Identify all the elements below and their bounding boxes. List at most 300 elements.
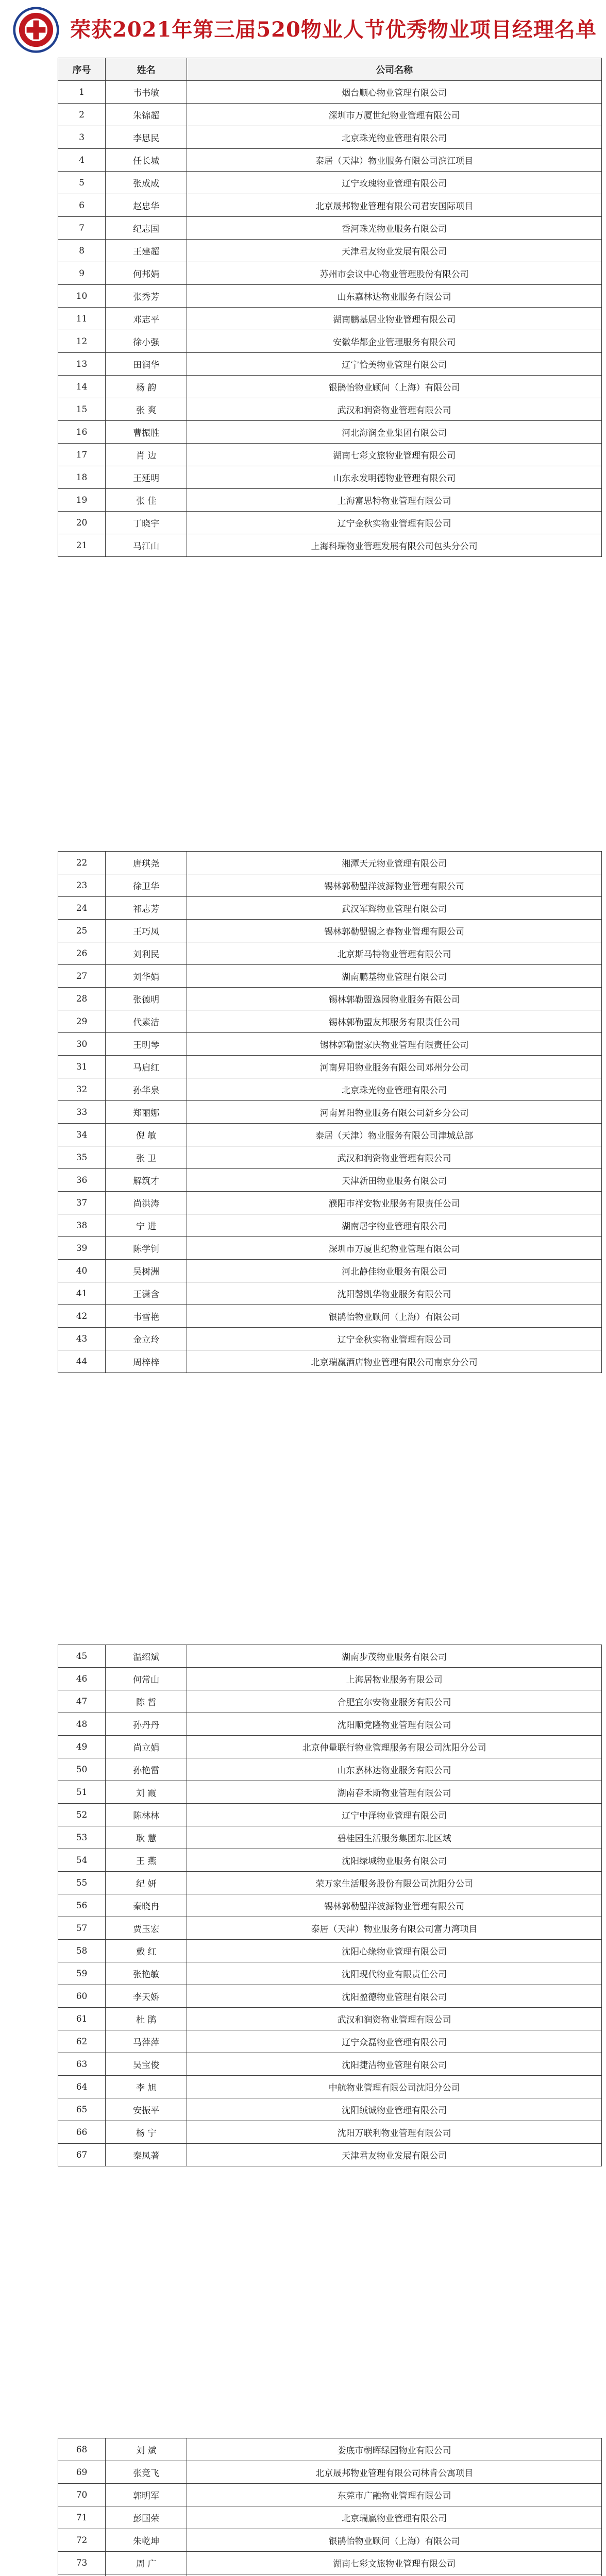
row-number: 9 bbox=[58, 262, 106, 285]
company-name: 武汉和润资物业管理有限公司 bbox=[187, 398, 602, 421]
company-name: 辽宁金秋实物业管理有限公司 bbox=[187, 512, 602, 534]
row-number: 27 bbox=[58, 965, 106, 988]
company-name: 锡林郭勒盟逸园物业服务有限公司 bbox=[187, 988, 602, 1010]
table-row bbox=[58, 1894, 602, 1917]
manager-name: 张 卫 bbox=[106, 1146, 187, 1169]
table-row bbox=[58, 376, 602, 398]
row-number: 62 bbox=[58, 2030, 106, 2053]
row-number: 30 bbox=[58, 1033, 106, 1056]
row-number: 31 bbox=[58, 1056, 106, 1078]
manager-name: 朱乾坤 bbox=[106, 2529, 187, 2552]
company-name: 山东嘉林达物业服务有限公司 bbox=[187, 1758, 602, 1781]
row-number: 15 bbox=[58, 398, 106, 421]
company-name: 武汉和润资物业管理有限公司 bbox=[187, 2008, 602, 2030]
company-name: 湖南七彩文旅物业管理有限公司 bbox=[187, 2552, 602, 2574]
manager-name: 刘 霞 bbox=[106, 1781, 187, 1804]
company-name: 湖南鹏基物业管理有限公司 bbox=[187, 965, 602, 988]
manager-name: 李 旭 bbox=[106, 2076, 187, 2098]
table-row bbox=[58, 1826, 602, 1849]
company-name: 天津君友物业发展有限公司 bbox=[187, 240, 602, 262]
row-number: 40 bbox=[58, 1260, 106, 1282]
manager-name: 安振平 bbox=[106, 2098, 187, 2121]
row-number: 4 bbox=[58, 149, 106, 172]
manager-name: 宁 进 bbox=[106, 1214, 187, 1237]
row-number: 57 bbox=[58, 1917, 106, 1940]
manager-name: 李天娇 bbox=[106, 1985, 187, 2008]
company-name: 东莞市广融物业管理有限公司 bbox=[187, 2484, 602, 2506]
company-name: 北京珠光物业管理有限公司 bbox=[187, 1078, 602, 1101]
table-row bbox=[58, 1758, 602, 1781]
table-row bbox=[58, 2461, 602, 2484]
table-row bbox=[58, 965, 602, 988]
table-row bbox=[58, 1078, 602, 1101]
company-name: 濮阳市祥安物业服务有限责任公司 bbox=[187, 1192, 602, 1214]
row-number: 46 bbox=[58, 1668, 106, 1690]
column-header-name: 姓名 bbox=[106, 58, 187, 81]
table-row bbox=[58, 330, 602, 353]
manager-name: 纪 妍 bbox=[106, 1872, 187, 1894]
row-number: 28 bbox=[58, 988, 106, 1010]
company-name: 沈阳现代物业有限责任公司 bbox=[187, 1962, 602, 1985]
company-name bbox=[187, 2574, 602, 2576]
table-row bbox=[58, 2076, 602, 2098]
company-name: 沈阳馨凯华物业服务有限公司 bbox=[187, 1282, 602, 1305]
row-number: 51 bbox=[58, 1781, 106, 1804]
row-number: 65 bbox=[58, 2098, 106, 2121]
company-name: 沈阳绒诚物业管理有限公司 bbox=[187, 2098, 602, 2121]
manager-name: 倪 敏 bbox=[106, 1124, 187, 1146]
company-name: 山东永发明德物业管理有限公司 bbox=[187, 466, 602, 489]
honoree-table-section bbox=[58, 58, 602, 557]
company-name: 沈阳盈德物业管理有限公司 bbox=[187, 1985, 602, 2008]
company-name: 中航物业管理有限公司沈阳分公司 bbox=[187, 2076, 602, 2098]
row-number: 17 bbox=[58, 444, 106, 466]
manager-name: 孙丹丹 bbox=[106, 1713, 187, 1736]
company-name: 湖南步茂物业服务有限公司 bbox=[187, 1645, 602, 1668]
manager-name: 徐小强 bbox=[106, 330, 187, 353]
row-number: 54 bbox=[58, 1849, 106, 1872]
manager-name: 王延明 bbox=[106, 466, 187, 489]
manager-name: 周 广 bbox=[106, 2552, 187, 2574]
row-number: 14 bbox=[58, 376, 106, 398]
table-row bbox=[58, 308, 602, 330]
table-row bbox=[58, 262, 602, 285]
row-number: 49 bbox=[58, 1736, 106, 1758]
company-name: 湖南居宇物业管理有限公司 bbox=[187, 1214, 602, 1237]
company-name: 北京瑞赢物业管理有限公司 bbox=[187, 2506, 602, 2529]
company-name: 湖南鹏基居业物业管理有限公司 bbox=[187, 308, 602, 330]
row-number: 8 bbox=[58, 240, 106, 262]
company-name: 河南昇阳物业服务有限公司新乡分公司 bbox=[187, 1101, 602, 1124]
table-row bbox=[58, 489, 602, 512]
company-name: 河北静佳物业服务有限公司 bbox=[187, 1260, 602, 1282]
company-name: 深圳市万厦世纪物业管理有限公司 bbox=[187, 104, 602, 126]
row-number: 55 bbox=[58, 1872, 106, 1894]
manager-name: 孙艳雷 bbox=[106, 1758, 187, 1781]
manager-name: 尚立娟 bbox=[106, 1736, 187, 1758]
company-name: 泰居（天津）物业服务有限公司津城总部 bbox=[187, 1124, 602, 1146]
row-number: 5 bbox=[58, 172, 106, 194]
row-number: 22 bbox=[58, 852, 106, 874]
company-name: 深圳市万厦世纪物业管理有限公司 bbox=[187, 1237, 602, 1260]
table-row bbox=[58, 104, 602, 126]
company-name: 北京晟邦物业管理有限公司君安国际项目 bbox=[187, 194, 602, 217]
company-name: 上海富思特物业管理有限公司 bbox=[187, 489, 602, 512]
manager-name: 王建超 bbox=[106, 240, 187, 262]
row-number: 36 bbox=[58, 1169, 106, 1192]
table-row bbox=[58, 2552, 602, 2574]
company-name: 锡林郭勒盟洋波源物业管理有限公司 bbox=[187, 1894, 602, 1917]
row-number: 64 bbox=[58, 2076, 106, 2098]
row-number: 67 bbox=[58, 2144, 106, 2166]
table-row bbox=[58, 1668, 602, 1690]
row-number: 41 bbox=[58, 1282, 106, 1305]
table-row bbox=[58, 1328, 602, 1350]
company-name: 合肥宜尔安物业服务有限公司 bbox=[187, 1690, 602, 1713]
company-name: 武汉和润资物业管理有限公司 bbox=[187, 1146, 602, 1169]
table-row bbox=[58, 534, 602, 557]
row-number: 71 bbox=[58, 2506, 106, 2529]
manager-name: 王巧凤 bbox=[106, 920, 187, 942]
honoree-table-section bbox=[58, 1645, 602, 2166]
table-row bbox=[58, 1282, 602, 1305]
manager-name: 温绍斌 bbox=[106, 1645, 187, 1668]
table-row bbox=[58, 194, 602, 217]
row-number: 37 bbox=[58, 1192, 106, 1214]
row-number: 73 bbox=[58, 2552, 106, 2574]
row-number: 68 bbox=[58, 2438, 106, 2461]
manager-name: 孙华泉 bbox=[106, 1078, 187, 1101]
table-row bbox=[58, 2121, 602, 2144]
table-row bbox=[58, 512, 602, 534]
row-number: 43 bbox=[58, 1328, 106, 1350]
table-row bbox=[58, 2008, 602, 2030]
company-name: 武汉军辉物业管理有限公司 bbox=[187, 897, 602, 920]
row-number: 23 bbox=[58, 874, 106, 897]
table-row bbox=[58, 988, 602, 1010]
manager-name: 杜 鹃 bbox=[106, 2008, 187, 2030]
manager-name: 丁晓宇 bbox=[106, 512, 187, 534]
company-name: 银鹃怡物业顾问（上海）有限公司 bbox=[187, 1305, 602, 1328]
manager-name: 纪志国 bbox=[106, 217, 187, 240]
manager-name: 刘华娟 bbox=[106, 965, 187, 988]
row-number: 29 bbox=[58, 1010, 106, 1033]
table-row bbox=[58, 1101, 602, 1124]
table-row bbox=[58, 920, 602, 942]
company-name: 荣万家生活服务股份有限公司沈阳分公司 bbox=[187, 1872, 602, 1894]
document-header bbox=[0, 0, 606, 62]
company-name: 湘潭天元物业管理有限公司 bbox=[187, 852, 602, 874]
table-row bbox=[58, 2438, 602, 2461]
manager-name: 张 爽 bbox=[106, 398, 187, 421]
company-name: 锡林郭勒盟家庆物业管理有限责任公司 bbox=[187, 1033, 602, 1056]
row-number: 70 bbox=[58, 2484, 106, 2506]
row-number: 21 bbox=[58, 534, 106, 557]
table-row bbox=[58, 1690, 602, 1713]
table-row bbox=[58, 2030, 602, 2053]
manager-name: 吴树洲 bbox=[106, 1260, 187, 1282]
manager-name: 朱锦超 bbox=[106, 104, 187, 126]
table-row bbox=[58, 1033, 602, 1056]
table-row bbox=[58, 1872, 602, 1894]
manager-name: 徐卫华 bbox=[106, 874, 187, 897]
company-name: 河南昇阳物业服务有限公司邓州分公司 bbox=[187, 1056, 602, 1078]
table-row bbox=[58, 1781, 602, 1804]
row-number: 39 bbox=[58, 1237, 106, 1260]
manager-name: 马江山 bbox=[106, 534, 187, 557]
manager-name: 李思民 bbox=[106, 126, 187, 149]
table-row bbox=[58, 1260, 602, 1282]
row-number: 34 bbox=[58, 1124, 106, 1146]
manager-name: 马启红 bbox=[106, 1056, 187, 1078]
manager-name: 何邦娟 bbox=[106, 262, 187, 285]
company-name: 北京仲量联行物业管理服务有限公司沈阳分公司 bbox=[187, 1736, 602, 1758]
table-row bbox=[58, 2484, 602, 2506]
table-row bbox=[58, 172, 602, 194]
manager-name: 郑丽娜 bbox=[106, 1101, 187, 1124]
row-number: 6 bbox=[58, 194, 106, 217]
manager-name: 赵忠华 bbox=[106, 194, 187, 217]
table-row bbox=[58, 1917, 602, 1940]
row-number: 20 bbox=[58, 512, 106, 534]
company-name: 天津新田物业服务有限公司 bbox=[187, 1169, 602, 1192]
manager-name: 刘 斌 bbox=[106, 2438, 187, 2461]
table-row bbox=[58, 897, 602, 920]
table-row bbox=[58, 353, 602, 376]
company-name: 北京斯马特物业管理有限公司 bbox=[187, 942, 602, 965]
row-number: 58 bbox=[58, 1940, 106, 1962]
company-name: 沈阳顺党隆物业管理有限公司 bbox=[187, 1713, 602, 1736]
row-number: 59 bbox=[58, 1962, 106, 1985]
table-row bbox=[58, 421, 602, 444]
row-number: 63 bbox=[58, 2053, 106, 2076]
row-number: 38 bbox=[58, 1214, 106, 1237]
row-number: 13 bbox=[58, 353, 106, 376]
row-number: 32 bbox=[58, 1078, 106, 1101]
row-number: 2 bbox=[58, 104, 106, 126]
row-number bbox=[58, 2574, 106, 2576]
manager-name: 张秀芳 bbox=[106, 285, 187, 308]
manager-name bbox=[106, 2574, 187, 2576]
company-name: 烟台顺心物业管理有限公司 bbox=[187, 81, 602, 104]
table-row bbox=[58, 1849, 602, 1872]
company-name: 银鹃怡物业顾问（上海）有限公司 bbox=[187, 376, 602, 398]
company-name: 泰居（天津）物业服务有限公司富力湾项目 bbox=[187, 1917, 602, 1940]
manager-name: 秦凤著 bbox=[106, 2144, 187, 2166]
table-row bbox=[58, 81, 602, 104]
row-number: 66 bbox=[58, 2121, 106, 2144]
table-row bbox=[58, 398, 602, 421]
column-header-number: 序号 bbox=[58, 58, 106, 81]
manager-name: 郭明军 bbox=[106, 2484, 187, 2506]
table-row bbox=[58, 852, 602, 874]
manager-name: 陈学钊 bbox=[106, 1237, 187, 1260]
company-name: 苏州市会议中心物业管理股份有限公司 bbox=[187, 262, 602, 285]
company-name: 锡林郭勒盟洋波源物业管理有限公司 bbox=[187, 874, 602, 897]
table-row bbox=[58, 942, 602, 965]
manager-name: 韦雪艳 bbox=[106, 1305, 187, 1328]
table-row bbox=[58, 1736, 602, 1758]
table-row bbox=[58, 2506, 602, 2529]
row-number: 12 bbox=[58, 330, 106, 353]
table-row bbox=[58, 2529, 602, 2552]
manager-name: 何常山 bbox=[106, 1668, 187, 1690]
company-name: 上海科瑞物业管理发展有限公司包头分公司 bbox=[187, 534, 602, 557]
table-row bbox=[58, 1305, 602, 1328]
table-row bbox=[58, 1124, 602, 1146]
table-row bbox=[58, 285, 602, 308]
manager-name: 张艳敏 bbox=[106, 1962, 187, 1985]
company-name: 沈阳万联利物业管理有限公司 bbox=[187, 2121, 602, 2144]
row-number: 19 bbox=[58, 489, 106, 512]
table-header-row bbox=[58, 58, 602, 81]
row-number: 53 bbox=[58, 1826, 106, 1849]
row-number: 10 bbox=[58, 285, 106, 308]
company-name: 锡林郭勒盟友邦服务有限责任公司 bbox=[187, 1010, 602, 1033]
table-row bbox=[58, 1169, 602, 1192]
company-name: 沈阳捷洁物业管理有限公司 bbox=[187, 2053, 602, 2076]
row-number: 33 bbox=[58, 1101, 106, 1124]
table-row bbox=[58, 1804, 602, 1826]
manager-name: 曹振胜 bbox=[106, 421, 187, 444]
table-row bbox=[58, 1713, 602, 1736]
table-row bbox=[58, 2098, 602, 2121]
manager-name: 陈 哲 bbox=[106, 1690, 187, 1713]
manager-name: 尚洪涛 bbox=[106, 1192, 187, 1214]
manager-name: 吴宝俊 bbox=[106, 2053, 187, 2076]
manager-name: 代素洁 bbox=[106, 1010, 187, 1033]
company-name: 北京瑞赢酒店物业管理有限公司南京分公司 bbox=[187, 1350, 602, 1373]
table-row bbox=[58, 1962, 602, 1985]
table-row bbox=[58, 1940, 602, 1962]
row-number: 61 bbox=[58, 2008, 106, 2030]
table-row bbox=[58, 1010, 602, 1033]
company-name: 沈阳心缘物业管理有限公司 bbox=[187, 1940, 602, 1962]
row-number: 42 bbox=[58, 1305, 106, 1328]
row-number: 24 bbox=[58, 897, 106, 920]
row-number: 48 bbox=[58, 1713, 106, 1736]
manager-name: 金立玲 bbox=[106, 1328, 187, 1350]
company-name: 香河珠光物业服务有限公司 bbox=[187, 217, 602, 240]
manager-name: 唐琪尧 bbox=[106, 852, 187, 874]
manager-name: 戴 红 bbox=[106, 1940, 187, 1962]
table-row bbox=[58, 217, 602, 240]
manager-name: 邓志平 bbox=[106, 308, 187, 330]
company-name: 辽宁金秋实物业管理有限公司 bbox=[187, 1328, 602, 1350]
manager-name: 彭国荣 bbox=[106, 2506, 187, 2529]
table-row bbox=[58, 2144, 602, 2166]
company-name: 沈阳绿城物业服务有限公司 bbox=[187, 1849, 602, 1872]
manager-name: 王明琴 bbox=[106, 1033, 187, 1056]
row-number: 60 bbox=[58, 1985, 106, 2008]
table-row bbox=[58, 240, 602, 262]
row-number: 72 bbox=[58, 2529, 106, 2552]
column-header-company: 公司名称 bbox=[187, 58, 602, 81]
table-row bbox=[58, 1056, 602, 1078]
company-name: 湖南春禾斯物业管理有限公司 bbox=[187, 1781, 602, 1804]
table-row bbox=[58, 1985, 602, 2008]
manager-name: 任长城 bbox=[106, 149, 187, 172]
manager-name: 张 佳 bbox=[106, 489, 187, 512]
row-number: 44 bbox=[58, 1350, 106, 1373]
company-name: 碧桂园生活服务集团东北区域 bbox=[187, 1826, 602, 1849]
table-row bbox=[58, 444, 602, 466]
company-name: 锡林郭勒盟锡之春物业管理有限公司 bbox=[187, 920, 602, 942]
manager-name: 解筑才 bbox=[106, 1169, 187, 1192]
company-name: 辽宁恰美物业管理有限公司 bbox=[187, 353, 602, 376]
table-row bbox=[58, 1237, 602, 1260]
row-number: 47 bbox=[58, 1690, 106, 1713]
table-row bbox=[58, 1192, 602, 1214]
association-emblem-icon bbox=[12, 6, 60, 54]
row-number: 3 bbox=[58, 126, 106, 149]
manager-name: 耿 慧 bbox=[106, 1826, 187, 1849]
manager-name: 肖 边 bbox=[106, 444, 187, 466]
company-name: 辽宁玫瑰物业管理有限公司 bbox=[187, 172, 602, 194]
company-name: 辽宁众磊物业管理有限公司 bbox=[187, 2030, 602, 2053]
company-name: 泰居（天津）物业服务有限公司滨江项目 bbox=[187, 149, 602, 172]
company-name: 北京晟邦物业管理有限公司林肯公寓项目 bbox=[187, 2461, 602, 2484]
table-row bbox=[58, 1214, 602, 1237]
company-name: 山东嘉林达物业服务有限公司 bbox=[187, 285, 602, 308]
manager-name: 马萍萍 bbox=[106, 2030, 187, 2053]
table-row bbox=[58, 1645, 602, 1668]
row-number: 56 bbox=[58, 1894, 106, 1917]
table-row bbox=[58, 1350, 602, 1373]
row-number: 45 bbox=[58, 1645, 106, 1668]
manager-name: 张德明 bbox=[106, 988, 187, 1010]
manager-name: 韦书敏 bbox=[106, 81, 187, 104]
row-number: 7 bbox=[58, 217, 106, 240]
row-number: 26 bbox=[58, 942, 106, 965]
table-row bbox=[58, 466, 602, 489]
table-row bbox=[58, 2053, 602, 2076]
table-row bbox=[58, 149, 602, 172]
company-name: 娄底市朝晖绿园物业有限公司 bbox=[187, 2438, 602, 2461]
manager-name: 田润华 bbox=[106, 353, 187, 376]
manager-name: 贾玉宏 bbox=[106, 1917, 187, 1940]
manager-name: 杨 韵 bbox=[106, 376, 187, 398]
row-number: 25 bbox=[58, 920, 106, 942]
row-number: 35 bbox=[58, 1146, 106, 1169]
company-name: 河北海润金业集团有限公司 bbox=[187, 421, 602, 444]
manager-name: 秦晓冉 bbox=[106, 1894, 187, 1917]
row-number: 52 bbox=[58, 1804, 106, 1826]
company-name: 天津君友物业发展有限公司 bbox=[187, 2144, 602, 2166]
row-number: 18 bbox=[58, 466, 106, 489]
table-row bbox=[58, 1146, 602, 1169]
company-name: 湖南七彩文旅物业管理有限公司 bbox=[187, 444, 602, 466]
company-name: 安徽华都企业管理服务有限公司 bbox=[187, 330, 602, 353]
manager-name: 杨 宁 bbox=[106, 2121, 187, 2144]
table-row bbox=[58, 2574, 602, 2576]
manager-name: 陈林林 bbox=[106, 1804, 187, 1826]
manager-name: 张竞飞 bbox=[106, 2461, 187, 2484]
manager-name: 刘利民 bbox=[106, 942, 187, 965]
company-name: 北京珠光物业管理有限公司 bbox=[187, 126, 602, 149]
table-row bbox=[58, 126, 602, 149]
manager-name: 张成成 bbox=[106, 172, 187, 194]
honoree-table-section bbox=[58, 2438, 602, 2576]
company-name: 辽宁中泽物业管理有限公司 bbox=[187, 1804, 602, 1826]
row-number: 16 bbox=[58, 421, 106, 444]
manager-name: 祁志芳 bbox=[106, 897, 187, 920]
honoree-table-section bbox=[58, 851, 602, 1373]
manager-name: 周梓梓 bbox=[106, 1350, 187, 1373]
manager-name: 王潇含 bbox=[106, 1282, 187, 1305]
row-number: 69 bbox=[58, 2461, 106, 2484]
row-number: 11 bbox=[58, 308, 106, 330]
